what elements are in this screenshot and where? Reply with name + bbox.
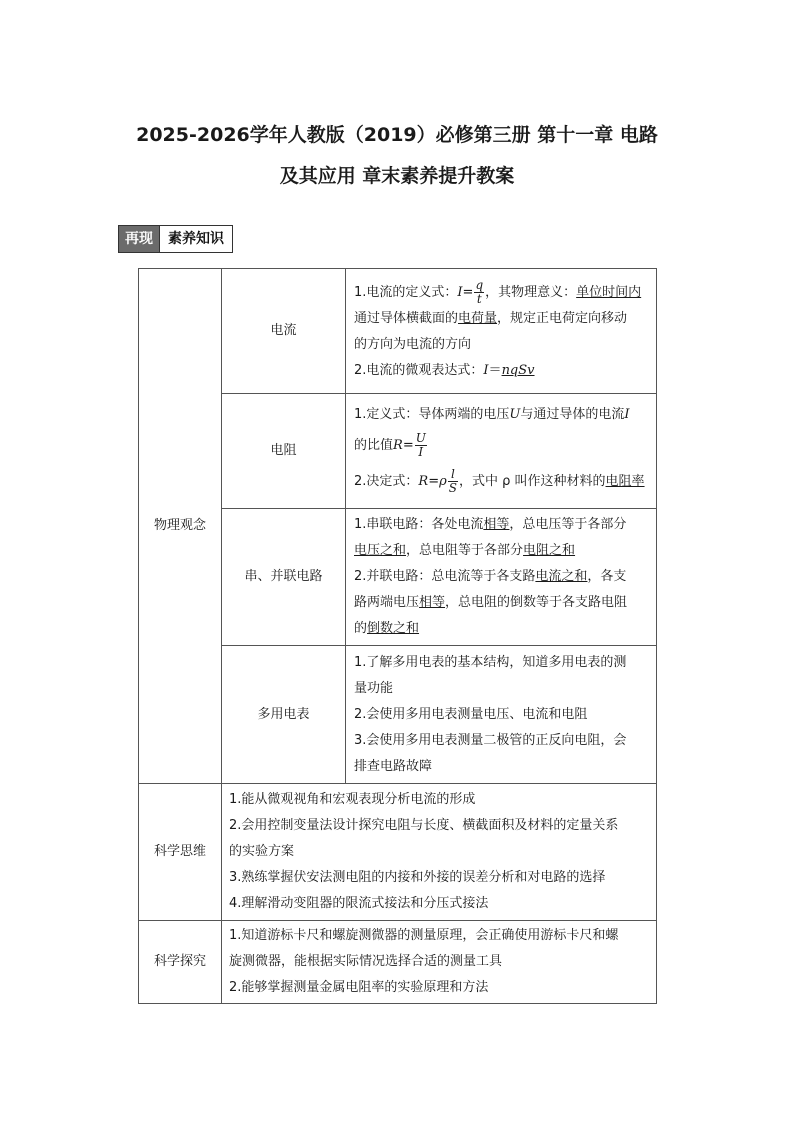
table-row xyxy=(139,921,657,1004)
content-scientific-thinking xyxy=(222,784,657,921)
text-line: 2.电流的微观表达式：I＝nqSv xyxy=(354,362,535,378)
text-line: 1.知道游标卡尺和螺旋测微器的测量原理，会正确使用游标卡尺和螺 xyxy=(229,928,619,943)
text-line: 量功能 xyxy=(354,680,394,696)
topic-resistance: 电阻 xyxy=(222,394,346,509)
text-line: 旋测微器，能根据实际情况选择合适的测量工具 xyxy=(229,954,503,969)
text-line: 通过导体横截面的电荷量，规定正电荷定向移动 xyxy=(354,310,628,326)
text-line: 的倒数之和 xyxy=(354,621,420,636)
text-line: 1.了解多用电表的基本结构，知道多用电表的测 xyxy=(354,654,627,670)
topic-series-parallel: 串、并联电路 xyxy=(222,509,346,646)
text-line: 2.并联电路：总电流等于各支路电流之和，各支 xyxy=(354,569,627,584)
category-physics-concept: 物理观念 xyxy=(139,269,222,784)
section-tag-right: 素养知识 xyxy=(159,226,232,252)
text-line: 的比值R= $\frac{U}{I}$ xyxy=(354,431,426,459)
document-title-line-1: 2025-2026学年人教版（2019）必修第三册 第十一章 电路 xyxy=(136,124,658,146)
text-line: 电压之和，总电阻等于各部分电阻之和 xyxy=(354,543,576,558)
formula-u-over-i: $\frac{U}{I}$ xyxy=(415,431,426,459)
text-line: 1.定义式：导体两端的电压U与通过导体的电流I xyxy=(354,407,630,422)
text-line: 1.串联电路：各处电流相等，总电压等于各部分 xyxy=(354,517,627,532)
content-series-parallel xyxy=(346,509,657,646)
text-line: 3.熟练掌握伏安法测电阻的内接和外接的误差分析和对电路的选择 xyxy=(229,870,606,885)
text-line: 4.理解滑动变阻器的限流式接法和分压式接法 xyxy=(229,896,489,911)
formula-q-over-t: $\frac{q}{t}$ xyxy=(475,277,484,306)
content-current xyxy=(346,269,657,394)
text-line: 2.会用控制变量法设计探究电阻与长度、横截面积及材料的定量关系 xyxy=(229,818,619,833)
text-line: 排查电路故障 xyxy=(354,758,433,774)
text-line: 3.会使用多用电表测量二极管的正反向电阻，会 xyxy=(354,732,627,748)
knowledge-table xyxy=(138,268,657,1004)
content-multimeter xyxy=(346,646,657,784)
text-line: 2.决定式：R=ρ $\frac{l}{S}$ ，式中 ρ 叫作这种材料的电阻率 xyxy=(354,467,645,495)
content-resistance xyxy=(346,394,657,509)
category-scientific-inquiry: 科学探究 xyxy=(139,921,222,1004)
category-scientific-thinking: 科学思维 xyxy=(139,784,222,921)
formula-l-over-s: $\frac{l}{S}$ xyxy=(448,467,457,495)
text-line: 2.会使用多用电表测量电压、电流和电阻 xyxy=(354,706,588,722)
text-line: 1.电流的定义式：I= $\frac{q}{t}$ ，其物理意义：单位时间内 xyxy=(354,277,642,306)
table-row xyxy=(139,784,657,921)
topic-multimeter: 多用电表 xyxy=(222,646,346,784)
text-line: 的实验方案 xyxy=(229,844,295,859)
section-tag-left: 再现 xyxy=(119,226,159,252)
text-line: 路两端电压相等，总电阻的倒数等于各支路电阻 xyxy=(354,595,628,610)
text-line: 2.能够掌握测量金属电阻率的实验原理和方法 xyxy=(229,980,489,995)
table-row xyxy=(139,269,657,394)
topic-current: 电流 xyxy=(222,269,346,394)
section-tag xyxy=(118,225,233,253)
document-title-line-2: 及其应用 章末素养提升教案 xyxy=(279,165,515,187)
content-scientific-inquiry xyxy=(222,921,657,1004)
text-line: 1.能从微观视角和宏观表现分析电流的形成 xyxy=(229,792,476,807)
text-line: 的方向为电流的方向 xyxy=(354,336,472,352)
